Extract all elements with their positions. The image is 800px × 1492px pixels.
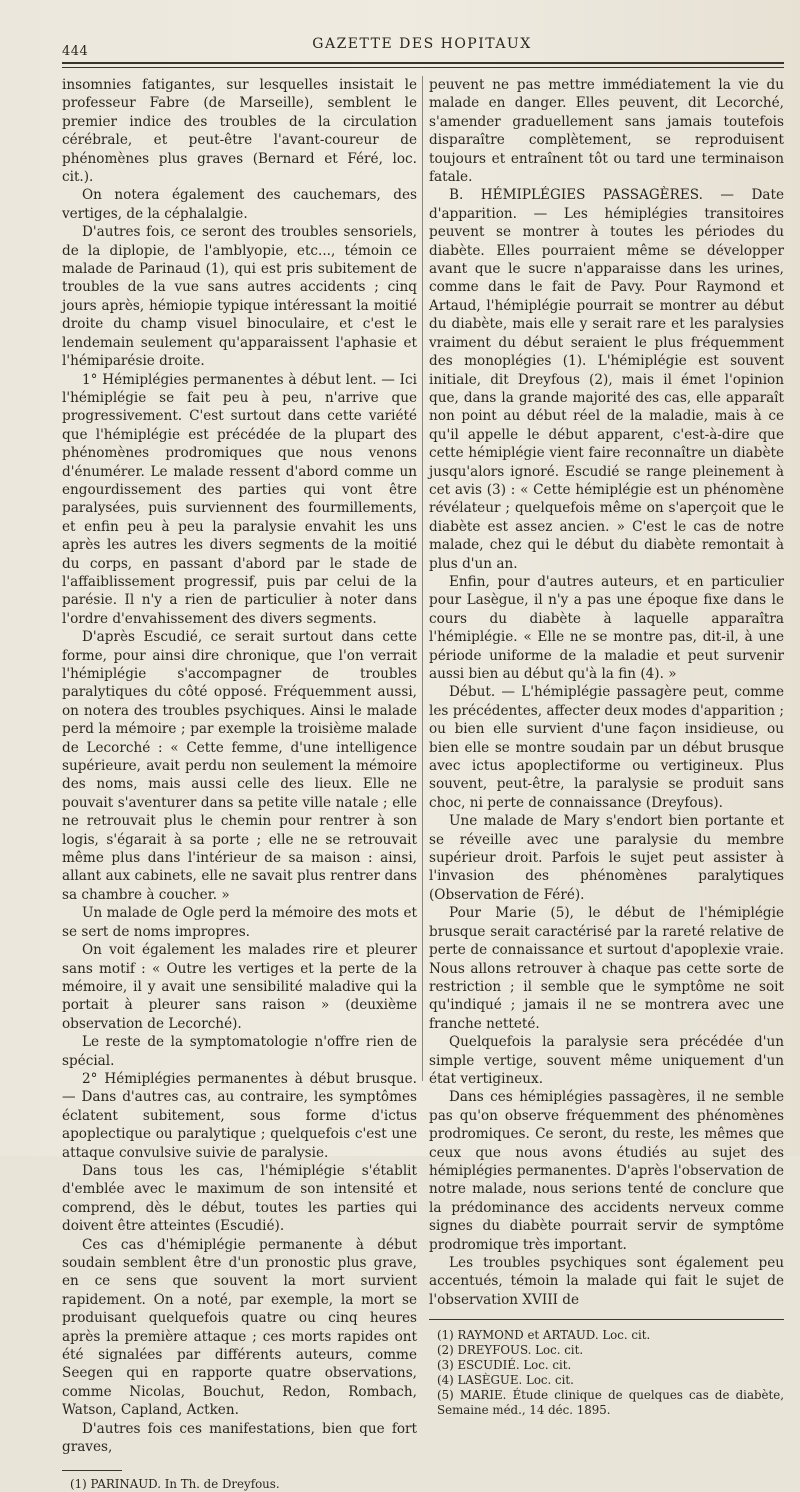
paragraph: D'autres fois ces manifestations, bien que fort graves, bbox=[62, 1420, 417, 1456]
footnote: (3) ESCUDIÉ. Loc. cit. bbox=[437, 1358, 572, 1373]
right-column bbox=[429, 76, 784, 1418]
paragraph: Quelquefois la paralysie sera précédée d'un simple vertige, souvent même uniquement d'un état vertigineux. bbox=[429, 1034, 784, 1087]
paragraph: Les troubles psychiques sont également peu accentués, témoin la malade qui fait le sujet de l'observation XVIII de bbox=[429, 1255, 784, 1308]
paragraph: Une malade de Mary s'endort bien portante et se réveille avec une paralysie du membre supérieur droit. Parfois le sujet peut assister à l'invasion des phénomènes paralytiques (Observation de Féré). bbox=[429, 813, 784, 903]
footnotes bbox=[429, 1328, 784, 1418]
footnote-rule bbox=[62, 1470, 122, 1471]
footnote: (1) PARINAUD. In Th. de Dreyfous. bbox=[70, 1477, 280, 1492]
header-rule bbox=[62, 62, 784, 64]
paragraph: 2° Hémiplégies permanentes à début brusque. — Dans d'autres cas, au contraire, les symptômes éclatent subitement, sous forme d'ictus apoplectique ou paralytique ; quelquefois c'est une attaque convulsive suivie de paralysie. bbox=[62, 1070, 417, 1161]
paragraph: Le reste de la symptomatologie n'offre rien de spécial. bbox=[62, 1034, 417, 1069]
paragraph: Un malade de Ogle perd la mémoire des mots et se sert de noms impropres. bbox=[62, 905, 417, 940]
paragraph: Pour Marie (5), le début de l'hémiplégie brusque serait caractérisé par la rareté relative de perte de connaissance et surtout d'apoplexie vraie. Nous allons retrouver à chaque pas cette sorte de restriction ; il semble que le symptôme ne soit qu'indiqué ; jamais il ne se montrera avec une franche netteté. bbox=[429, 905, 784, 1032]
paragraph: D'après Escudié, ce serait surtout dans cette forme, pour ainsi dire chronique, que l'on verrait l'hémiplégie s'accompagner de troubles paralytiques du côté opposé. Fréquemment aussi, on notera des troubles psychiques. Ainsi le malade perd la mémoire ; par exemple la troisième malade de Lecorché : « Cette femme, d'une intelligence supérieure, avait perdu non seulement la mémoire des noms, mais aussi celle des lieux. Elle ne pouvait s'aventurer dans sa petite ville natale ; elle ne retrouvait plus le chemin pour rentrer à son logis, s'égarait à sa porte ; elle ne se retrouvait même plus dans l'intérieur de sa maison : ainsi, allant aux cabinets, elle ne savait plus rentrer dans sa chambre à coucher. » bbox=[62, 629, 417, 903]
left-column bbox=[62, 76, 417, 1492]
paragraph: D'autres fois, ce seront des troubles sensoriels, de la diplopie, de l'amblyopie, etc..., témoin ce malade de Parinaud (1), qui est pris subitement de troubles de la vue sans autres accidents ; cinq jours après, hémiopie typique intéressant la moitié droite du champ visuel binoculaire, et c'est le lendemain seulement qu'apparaissent l'aphasie et l'hémiparésie droite. bbox=[62, 224, 417, 370]
page-number: 444 bbox=[62, 44, 89, 59]
column-divider bbox=[422, 76, 423, 1081]
paragraph: 1° Hémiplégies permanentes à début lent. — Ici l'hémiplégie se fait peu à peu, n'arrive que progressivement. C'est surtout dans cette variété que l'hémiplégie est précédée de la plupart des phénomènes prodromiques que nous venons d'énumérer. Le malade ressent d'abord comme un engourdissement des parties qui vont être paralysées, puis surviennent des fourmillements, et enfin peu à peu la paralysie envahit les uns après les autres les divers segments de la moitié du corps, en passant d'abord par le stade de l'affaiblissement progressif, puis par celui de la parésie. Il n'y a rien de particulier à noter dans l'ordre d'envahissement des divers segments. bbox=[62, 371, 417, 627]
header-rule-thin bbox=[62, 67, 784, 68]
paragraph: Dans tous les cas, l'hémiplégie s'établit d'emblée avec le maximum de son intensité et comprend, dès le début, toutes les parties qui doivent être atteintes (Escudié). bbox=[62, 1162, 417, 1235]
paragraph: peuvent ne pas mettre immédiatement la vie du malade en danger. Elles peuvent, dit Lecorché, s'amender graduellement sans jamais toutefois disparaître complètement, se reproduisent toujours et entraînent tôt ou tard une terminaison fatale. bbox=[429, 77, 784, 186]
footnote-rule bbox=[429, 1319, 784, 1320]
page-header bbox=[62, 36, 782, 60]
footnotes bbox=[62, 1477, 417, 1492]
footnote: (5) MARIE. Étude clinique de quelques cas de diabète, Semaine méd., 14 déc. 1895. bbox=[437, 1388, 784, 1418]
paragraph: Dans ces hémiplégies passagères, il ne semble pas qu'on observe fréquemment des phénomènes prodromiques. Ce seront, du reste, les mêmes que ceux que nous avons étudiés au sujet des hémiplégies permanentes. D'après l'observation de notre malade, nous serions tenté de conclure que la prédominance des accidents nerveux comme signes du diabète pourrait servir de symptôme prodromique très important. bbox=[429, 1089, 784, 1253]
paragraph: On voit également les malades rire et pleurer sans motif : « Outre les vertiges et la perte de la mémoire, il y avait une sensibilité maladive qui la portait à pleurer sans raison » (deuxième observation de Lecorché). bbox=[62, 942, 417, 1032]
paragraph: Ces cas d'hémiplégie permanente à début soudain semblent être d'un pronostic plus grave, en ce sens que souvent la mort survient rapidement. On a noté, par exemple, la mort se produisant quelquefois quatre ou cinq heures après la première attaque ; ces morts rapides ont été signalées par différents auteurs, comme Seegen qui en rapporte quatre observations, comme Nicolas, Bouchut, Redon, Rombach, Watson, Capland, Actken. bbox=[62, 1236, 417, 1419]
footnote: (4) LASÈGUE. Loc. cit. bbox=[437, 1373, 574, 1388]
paragraph: B. HÉMIPLÉGIES PASSAGÈRES. — Date d'apparition. — Les hémiplégies transitoires peuvent se montrer à toutes les périodes du diabète. Elles pourraient même se développer avant que le sucre n'apparaisse dans les urines, comme dans le fait de Pavy. Pour Raymond et Artaud, l'hémiplégie pourrait se montrer au début du diabète, mais elle y serait rare et les paralysies vraiment du début seraient le plus fréquemment des monoplégies (1). L'hémiplégie est souvent initiale, dit Dreyfous (2), mais il émet l'opinion que, dans la grande majorité des cas, elle apparaît non point au début réel de la maladie, mais à ce qu'il appelle le début apparent, c'est-à-dire que cette hémiplégie vient faire reconnaître un diabète jusqu'alors ignoré. Escudié se range pleinement à cet avis (3) : « Cette hémiplégie est un phénomène révélateur ; quelquefois même on s'aperçoit que le diabète est assez ancien. » C'est le cas de notre malade, chez qui le début du diabète remontait à plus d'un an. bbox=[429, 187, 784, 572]
footnote: (2) DREYFOUS. Loc. cit. bbox=[437, 1343, 584, 1358]
paragraph: On notera également des cauchemars, des vertiges, de la céphalalgie. bbox=[62, 187, 417, 222]
paragraph: Début. — L'hémiplégie passagère peut, comme les précédentes, affecter deux modes d'apparition ; ou bien elle survient d'une façon insidieuse, ou bien elle se montre soudain par un début brusque avec ictus apoplectiforme ou vertigineux. Plus souvent, peut-être, la paralysie se produit sans choc, ni perte de connaissance (Dreyfous). bbox=[429, 684, 784, 811]
paragraph: Enfin, pour d'autres auteurs, et en particulier pour Lasègue, il n'y a pas une époque fixe dans le cours du diabète à laquelle apparaîtra l'hémiplégie. « Elle ne se montre pas, dit-il, à une période uniforme de la maladie et peut survenir aussi bien au début qu'à la fin (4). » bbox=[429, 573, 784, 682]
footnote: (1) RAYMOND et ARTAUD. Loc. cit. bbox=[437, 1328, 651, 1343]
journal-title: GAZETTE DES HOPITAUX bbox=[312, 36, 532, 52]
paragraph: insomnies fatigantes, sur lesquelles insistait le professeur Fabre (de Marseille), semblent le premier indice des troubles de la circulation cérébrale, et peut-être l'avant-coureur de phénomènes plus graves (Bernard et Féré, loc. cit.). bbox=[62, 77, 417, 186]
